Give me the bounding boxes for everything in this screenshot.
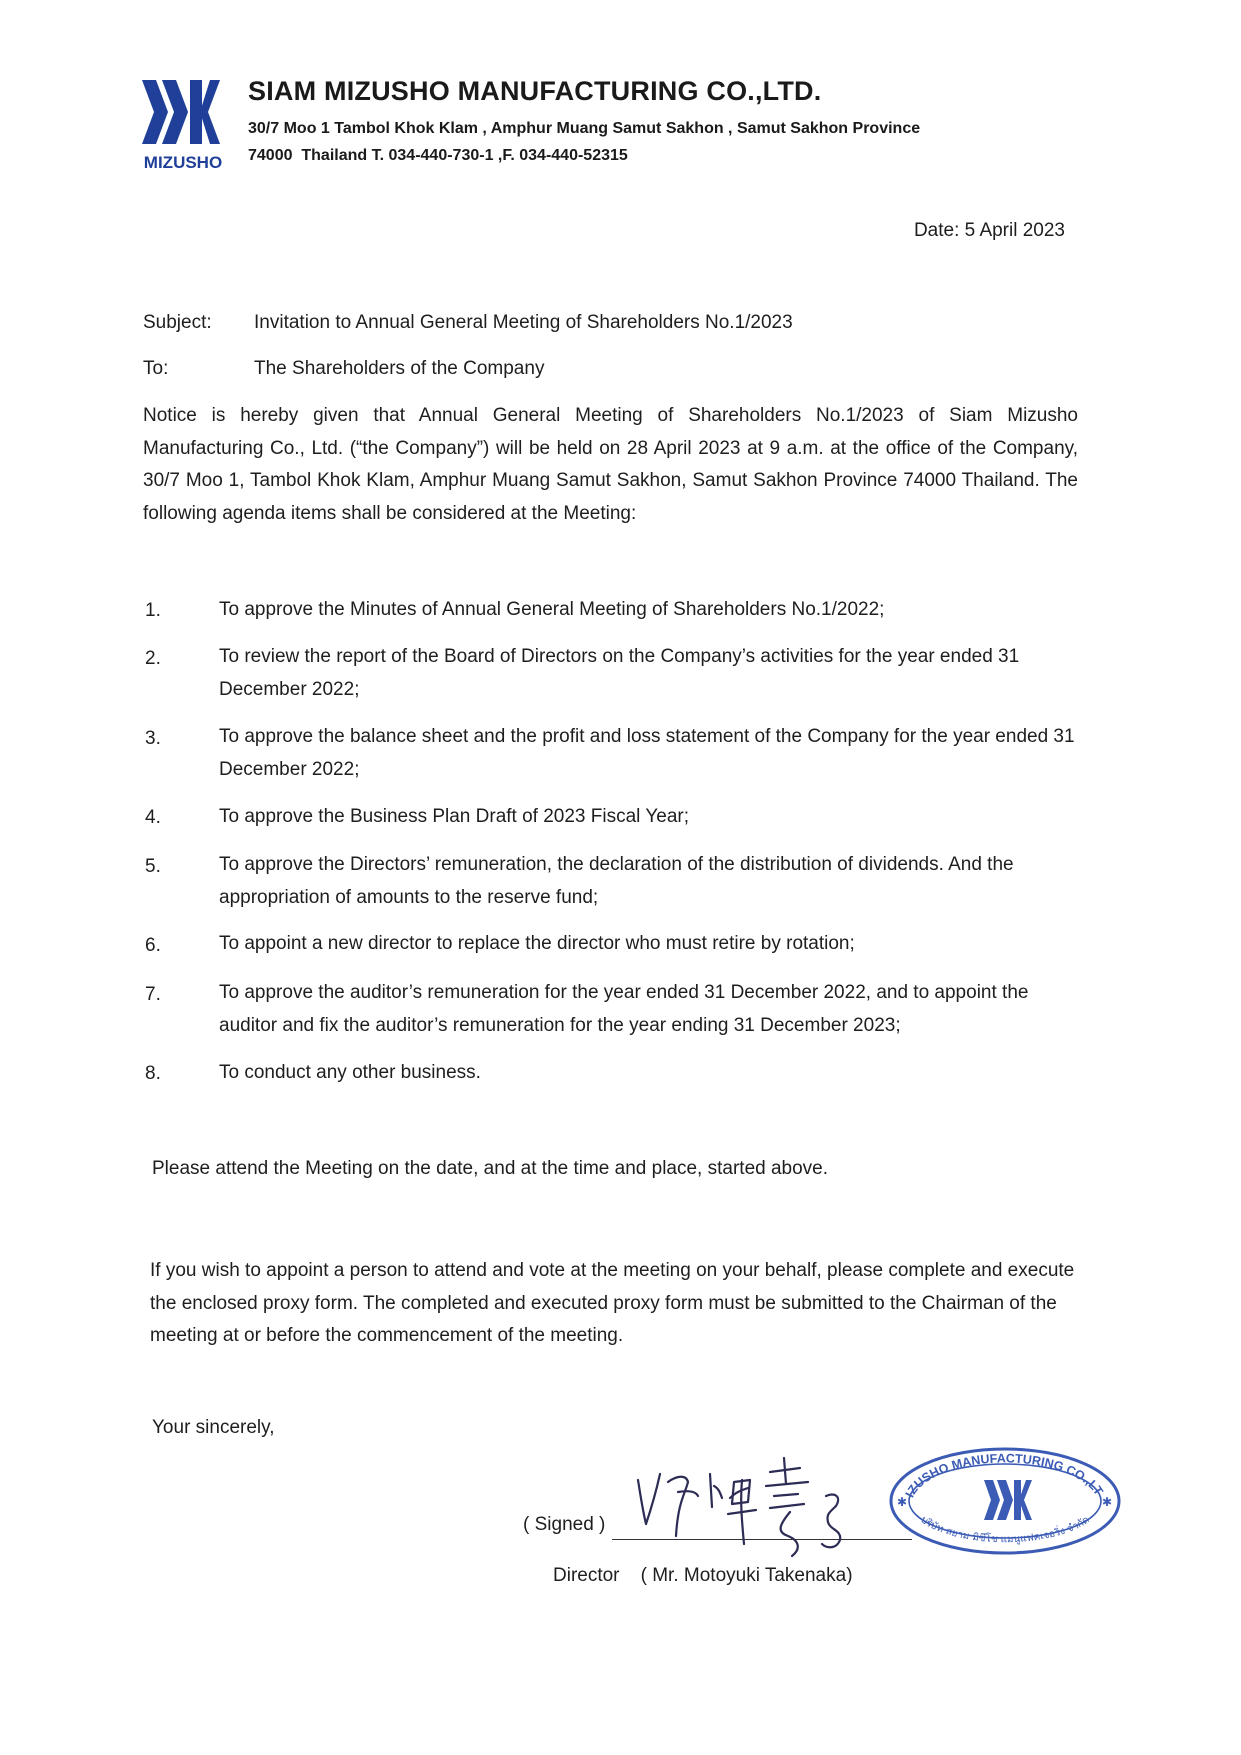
to-value: The Shareholders of the Company	[254, 358, 545, 379]
closing-text: Your sincerely,	[152, 1417, 275, 1438]
agenda-item-text: To approve the Minutes of Annual General Meeting of Shareholders No.1/2022;	[219, 599, 885, 620]
agenda-item-text: To conduct any other business.	[219, 1062, 481, 1083]
agenda-item-number: 7.	[145, 984, 161, 1005]
company-logo	[140, 78, 226, 174]
agenda-item-number: 2.	[145, 648, 161, 669]
address-line-1: 30/7 Moo 1 Tambol Khok Klam , Amphur Muang Samut Sakhon , Samut Sakhon Province	[248, 120, 921, 137]
agenda-item-text: To appoint a new director to replace the director who must retire by rotation;	[219, 933, 855, 954]
signatory: Director ( Mr. Motoyuki Takenaka)	[553, 1565, 853, 1586]
company-address	[248, 115, 920, 169]
agenda-item-text: To review the report of the Board of Directors on the Company’s activities for the year ended 31 December 2022;	[219, 646, 1020, 700]
subject-value: Invitation to Annual General Meeting of Shareholders No.1/2023	[254, 312, 793, 333]
agenda-item-text: To approve the auditor’s remuneration for the year ended 31 December 2022, and to appoint the auditor and fix the auditor’s remuneration for the year ending 31 December 2023;	[219, 982, 1029, 1036]
agenda-item-text: To approve the Directors’ remuneration, the declaration of the distribution of dividends. And the appropriation of amounts to the reserve fund;	[219, 854, 1014, 908]
seal-logo-icon	[984, 1480, 1032, 1520]
subject-label: Subject:	[143, 312, 212, 333]
attend-note: Please attend the Meeting on the date, and at the time and place, started above.	[152, 1158, 829, 1179]
handwritten-signature	[630, 1452, 890, 1562]
signed-label: ( Signed )	[523, 1514, 606, 1535]
to-label: To:	[143, 358, 169, 379]
agenda-item-number: 8.	[145, 1063, 161, 1084]
agenda-item-text: To approve the Business Plan Draft of 2023 Fiscal Year;	[219, 806, 689, 827]
agenda-list	[0, 593, 1241, 1113]
letter-date: Date: 5 April 2023	[913, 220, 1065, 241]
agenda-item-number: 1.	[145, 600, 161, 621]
agenda-item-number: 5.	[145, 856, 161, 877]
agenda-item-text: To approve the balance sheet and the profit and loss statement of the Company for the year ended 31 December 2022;	[219, 726, 1075, 780]
proxy-paragraph: If you wish to appoint a person to attend and vote at the meeting on your behalf, please complete and execute the enclosed proxy form. The completed and executed proxy form must be submitted to the Chairman of the meeting at or before the commencement of the meeting.	[150, 1260, 1075, 1346]
agenda-item-number: 6.	[145, 935, 161, 956]
company-name: SIAM MIZUSHO MANUFACTURING CO.,LTD.	[248, 76, 822, 106]
address-line-2: 74000 Thailand T. 034-440-730-1 ,F. 034-440-52315	[248, 147, 628, 164]
agenda-item-number: 3.	[145, 728, 161, 749]
seal-bottom-text: บริษัท สยาม มิซึโช แมนูแฟคเจอริ่ง จำกัด	[918, 1514, 1092, 1546]
agenda-item-number: 4.	[145, 807, 161, 828]
svg-text:✱: ✱	[897, 1495, 908, 1509]
svg-text:✱: ✱	[1102, 1495, 1113, 1509]
seal-top-text: IZUSHO MANUFACTURING CO.,LT	[902, 1451, 1106, 1500]
notice-paragraph: Notice is hereby given that Annual General Meeting of Shareholders No.1/2023 of Siam Mizusho Manufacturing Co., Ltd. (“the Company”) will be held on 28 April 2023 at 9 a.m. at the office of the Company, 30/7 Moo 1, Tambol Khok Klam, Amphur Muang Samut Sakhon, Samut Sakhon Province 74000 Thailand. The following agenda items shall be considered at the Meeting:	[143, 405, 1078, 524]
company-seal	[884, 1442, 1124, 1556]
mizusho-logo-icon	[140, 78, 226, 174]
logo-text: MIZUSHO	[143, 153, 223, 172]
